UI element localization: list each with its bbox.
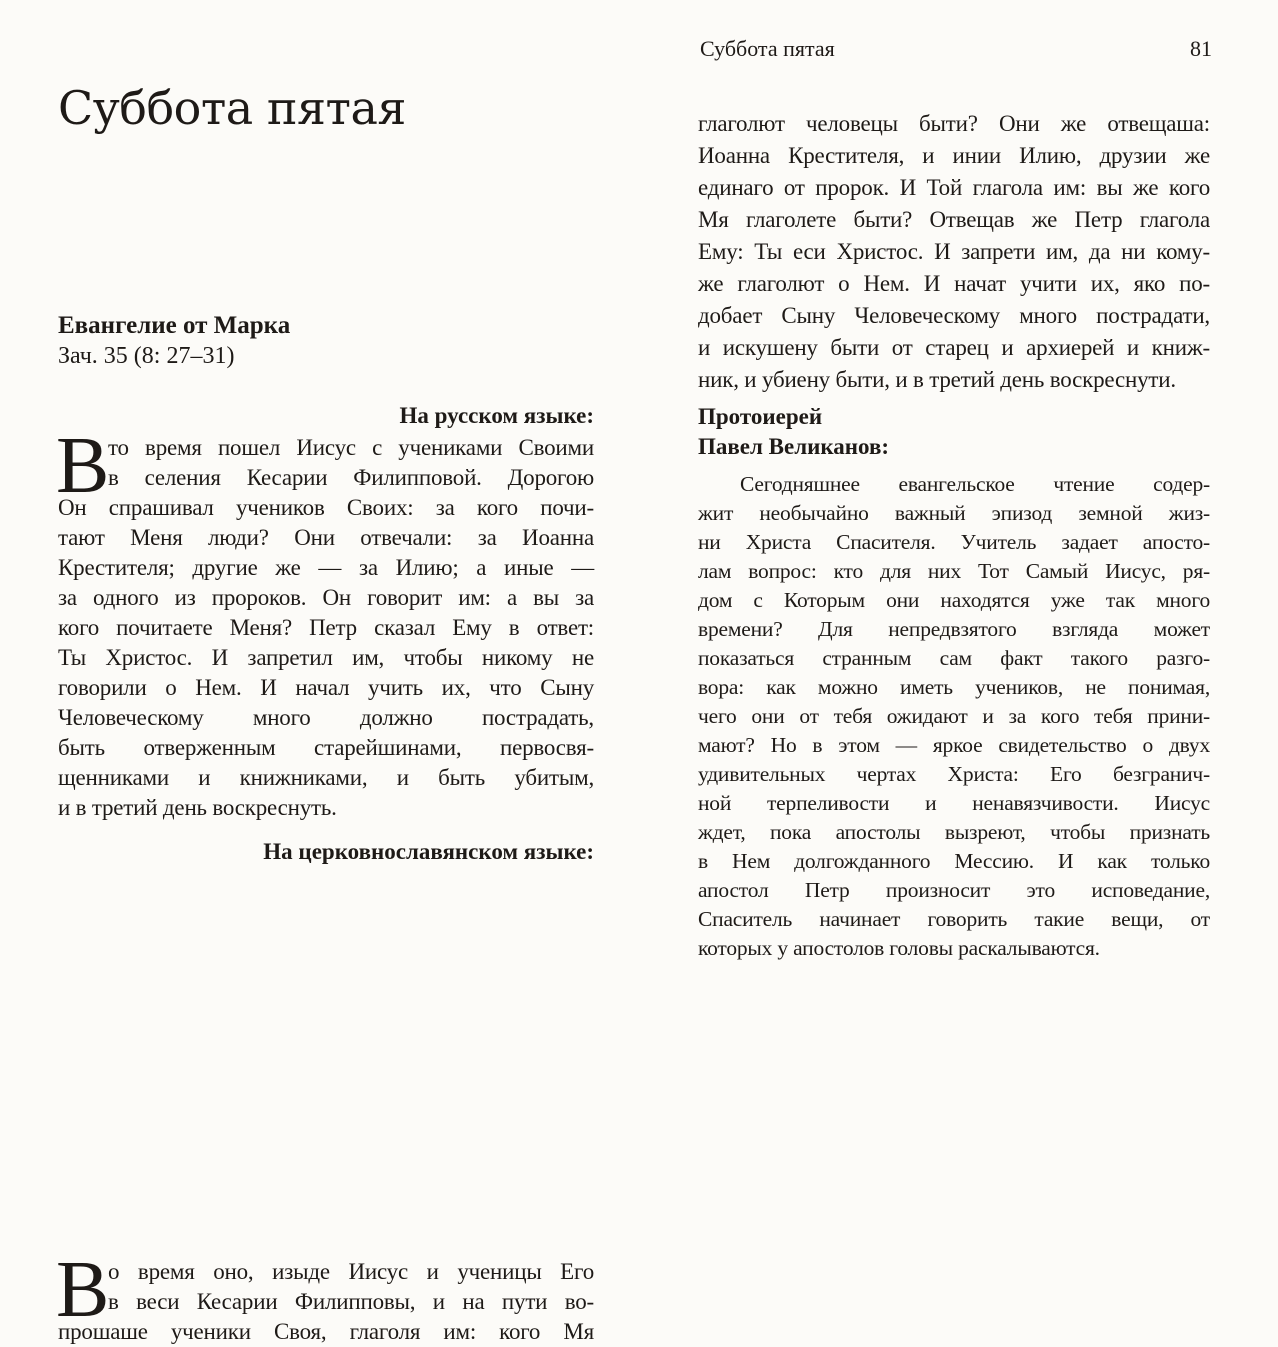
slavonic-gospel-lines — [58, 1257, 594, 1347]
text-line: же глаголют о Нем. И начат учити их, яко по- — [698, 271, 1210, 296]
russian-gospel-paragraph — [56, 422, 594, 823]
text-line: дом с Которым они находятся уже так много — [698, 588, 1210, 612]
commentary-author-heading — [698, 402, 889, 462]
text-line: тают Меня люди? Они отвечали: за Иоанна — [58, 525, 594, 550]
commentary-lines — [698, 470, 1210, 963]
russian-language-label: На русском языке: — [399, 403, 594, 428]
text-line: Сегодняшнее евангельское чтение содер- — [740, 472, 1210, 496]
russian-gospel-lines — [58, 433, 594, 823]
text-line: в веси Кесарии Филипповы, и на пути во- — [108, 1289, 594, 1314]
text-line: быть отверженным старейшинами, первосвя- — [58, 735, 594, 760]
text-line: Ты Христос. И запретил им, чтобы никому не — [58, 645, 594, 670]
text-line: кого почитаете Меня? Петр сказал Ему в ответ: — [58, 615, 594, 640]
right-column — [698, 0, 1210, 1080]
text-line: мают? Но в этом — яркое свидетельство о двух — [698, 733, 1210, 757]
text-line: показаться странным сам факт такого разго- — [698, 646, 1210, 670]
gospel-reference: Зач. 35 (8: 27–31) — [58, 343, 235, 369]
running-title: Суббота пятая — [700, 36, 835, 61]
text-line: Спаситель начинает говорить такие вещи, от — [698, 907, 1210, 931]
text-line: вора: как можно иметь учеников, не понимая, — [698, 675, 1210, 699]
text-line: жит необычайно важный эпизод земной жиз- — [698, 501, 1210, 525]
text-line: Ему: Ты еси Христос. И запрети им, да ни кому- — [698, 239, 1210, 264]
text-line: в Нем долгожданного Мессию. И как только — [698, 849, 1210, 873]
text-line: Иоанна Крестителя, и инии Илию, друзии же — [698, 143, 1210, 168]
gospel-heading: Евангелие от Марка — [58, 312, 291, 339]
text-line: Человеческому много должно пострадать, — [58, 705, 594, 730]
slavonic-gospel-paragraph — [56, 1246, 594, 1347]
author-heading-line: Павел Великанов: — [698, 434, 890, 459]
text-line: и в третий день воскреснуть. — [58, 795, 337, 820]
slavonic-continuation-lines — [698, 108, 1210, 396]
text-line: щенниками и книжниками, и быть убитым, — [58, 765, 594, 790]
commentary-paragraph — [698, 470, 1210, 963]
left-column — [56, 0, 594, 1344]
text-line: Крестителя; другие же — за Илию; а иные — — [58, 555, 594, 580]
text-line: Он спрашивал учеников Своих: за кого почи- — [58, 495, 594, 520]
dropcap-letter: В — [56, 1246, 110, 1334]
text-line: апостол Петр произносит это исповедание, — [698, 878, 1210, 902]
text-line: ник, и убиену быти, и в третий день воскреснути. — [698, 367, 1176, 392]
text-line: добает Сыну Человеческому много пострадати, — [698, 303, 1210, 328]
author-heading-line: Протоиерей — [698, 404, 823, 429]
slavonic-language-label: На церковнославянском языке: — [263, 839, 594, 864]
slavonic-continuation-paragraph — [698, 108, 1210, 396]
text-line: прошаше ученики Своя, глаголя им: кого Мя — [58, 1319, 594, 1344]
chapter-title: Суббота пятая — [58, 81, 406, 135]
text-line: ждет, пока апостолы вызреют, чтобы признать — [698, 820, 1210, 844]
text-line: удивительных чертах Христа: Его безгранич- — [698, 762, 1210, 786]
text-line: которых у апостолов головы раскалываются. — [698, 936, 1100, 960]
text-line: лам вопрос: кто для них Тот Самый Иисус, ря- — [698, 559, 1210, 583]
text-line: глаголют человецы быти? Они же отвещаша: — [698, 111, 1210, 136]
text-line: единаго от пророк. И Той глагола им: вы же кого — [698, 175, 1210, 200]
page-number: 81 — [1190, 36, 1212, 61]
text-line: Мя глаголете быти? Отвещав же Петр глагола — [698, 207, 1210, 232]
text-line: в селения Кесарии Филипповой. Дорогою — [108, 465, 594, 490]
text-line: ной терпеливости и ненавязчивости. Иисус — [698, 791, 1210, 815]
text-line: ни Христа Спасителя. Учитель задает апосто- — [698, 530, 1210, 554]
text-line: за одного из пророков. Он говорит им: а вы за — [58, 585, 594, 610]
text-line: времени? Для непредвзятого взгляда может — [698, 617, 1210, 641]
text-line: то время пошел Иисус с учениками Своими — [108, 435, 594, 460]
text-line: и искушену быти от старец и архиерей и книж- — [698, 335, 1210, 360]
text-line: говорили о Нем. И начал учить их, что Сыну — [58, 675, 594, 700]
text-line: чего они от тебя ожидают и за кого тебя прини- — [698, 704, 1210, 728]
dropcap-letter: В — [56, 422, 110, 510]
gospel-heading-block — [58, 310, 594, 371]
text-line: о время оно, изыде Иисус и ученицы Его — [108, 1259, 594, 1284]
